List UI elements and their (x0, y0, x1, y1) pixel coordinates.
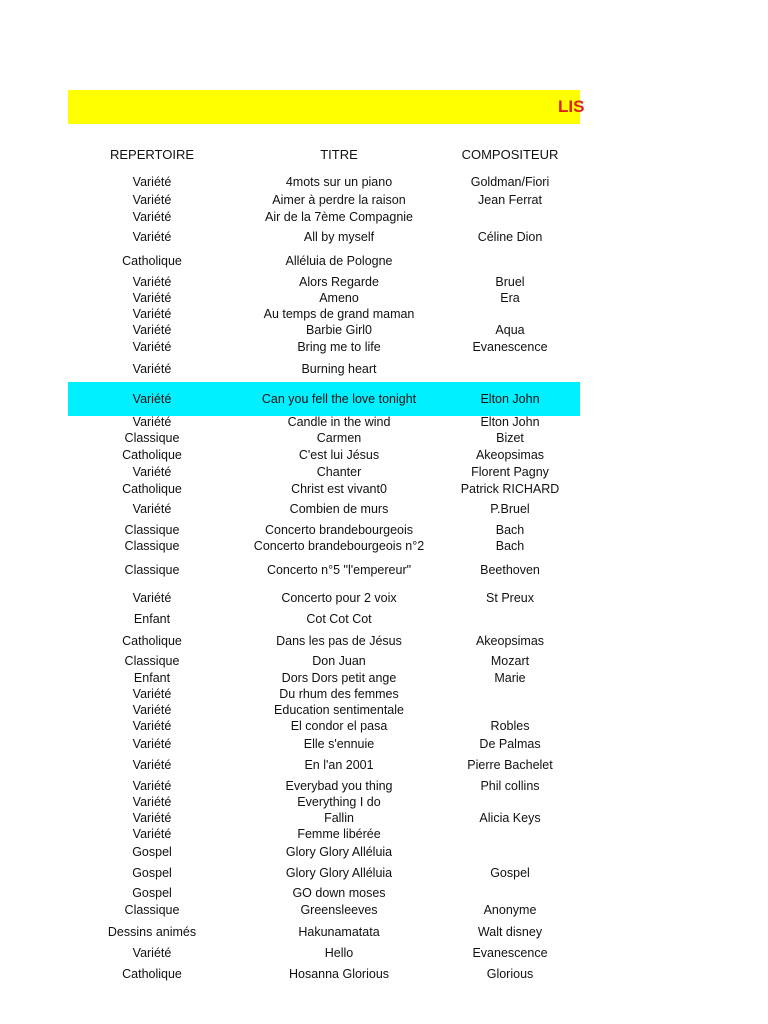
table-row (0, 902, 768, 918)
cell-repertoire: Classique (124, 563, 180, 577)
cell-titre: Education sentimentale (274, 703, 404, 717)
table-row (0, 229, 768, 245)
table-row (0, 430, 768, 446)
cell-titre: 4mots sur un piano (285, 175, 393, 189)
cell-titre: Glory Glory Alléluia (285, 866, 393, 880)
cell-titre: Christ est vivant0 (291, 482, 387, 496)
cell-compositeur: Akeopsimas (475, 634, 545, 648)
cell-titre: All by myself (303, 230, 375, 244)
table-row (0, 274, 768, 290)
table-row (0, 966, 768, 982)
cell-titre: Greensleeves (300, 903, 378, 917)
cell-repertoire: Enfant (133, 612, 171, 626)
cell-compositeur: Goldman/Fiori (470, 175, 550, 189)
cell-compositeur: Aqua (495, 323, 525, 337)
table-row (0, 253, 768, 269)
cell-repertoire: Variété (132, 210, 172, 224)
cell-titre: Can you fell the love tonight (261, 392, 417, 406)
table-row (0, 290, 768, 306)
cell-titre: Femme libérée (297, 827, 381, 841)
table-row (0, 361, 768, 377)
cell-titre: Aimer à perdre la raison (272, 193, 406, 207)
cell-compositeur: Akeopsimas (475, 448, 545, 462)
table-row (0, 844, 768, 860)
cell-repertoire: Gospel (132, 845, 172, 859)
table-row (0, 590, 768, 606)
cell-repertoire: Catholique (122, 634, 182, 648)
table-row (0, 339, 768, 355)
table-row (0, 538, 768, 554)
table-row (0, 826, 768, 842)
cell-compositeur: Bach (495, 523, 525, 537)
cell-titre: Glory Glory Alléluia (285, 845, 393, 859)
table-row (0, 611, 768, 627)
table-row (0, 209, 768, 225)
cell-compositeur: Mozart (490, 654, 530, 668)
cell-repertoire: Variété (132, 811, 172, 825)
cell-compositeur: Patrick RICHARD (460, 482, 560, 496)
cell-titre: Du rhum des femmes (279, 687, 399, 701)
cell-compositeur: Glorious (486, 967, 534, 981)
cell-compositeur: Alicia Keys (479, 811, 541, 825)
cell-repertoire: Dessins animés (107, 925, 197, 939)
cell-compositeur: Bach (495, 539, 525, 553)
table-row (0, 670, 768, 686)
cell-repertoire: Catholique (122, 254, 182, 268)
table-row (0, 924, 768, 940)
cell-compositeur: Céline Dion (477, 230, 543, 244)
cell-repertoire: Catholique (122, 967, 182, 981)
cell-repertoire: Variété (132, 362, 172, 376)
cell-titre: Dans les pas de Jésus (276, 634, 402, 648)
cell-repertoire: Classique (124, 523, 180, 537)
table-row (0, 702, 768, 718)
cell-titre: Hello (324, 946, 354, 960)
cell-repertoire: Variété (132, 323, 172, 337)
column-header-repertoire: REPERTOIRE (109, 147, 195, 162)
cell-repertoire: Enfant (133, 671, 171, 685)
table-row (0, 865, 768, 881)
table-row (0, 810, 768, 826)
cell-repertoire: Variété (132, 415, 172, 429)
cell-repertoire: Variété (132, 465, 172, 479)
cell-compositeur: Gospel (490, 866, 530, 880)
cell-compositeur: Florent Pagny (471, 465, 549, 479)
cell-repertoire: Catholique (122, 448, 182, 462)
cell-compositeur: Elton John (480, 392, 540, 406)
cell-compositeur: Evanescence (472, 340, 548, 354)
table-row (0, 885, 768, 901)
cell-titre: Dors Dors petit ange (281, 671, 397, 685)
cell-titre: El condor el pasa (290, 719, 388, 733)
cell-compositeur: Elton John (480, 415, 540, 429)
cell-repertoire: Variété (132, 687, 172, 701)
cell-repertoire: Classique (124, 539, 180, 553)
cell-titre: Chanter (316, 465, 362, 479)
cell-repertoire: Variété (132, 230, 172, 244)
cell-titre: Bring me to life (297, 340, 381, 354)
cell-repertoire: Variété (132, 703, 172, 717)
cell-repertoire: Variété (132, 307, 172, 321)
table-row (0, 522, 768, 538)
table-row (0, 501, 768, 517)
table-row (0, 322, 768, 338)
cell-compositeur: P.Bruel (490, 502, 530, 516)
cell-repertoire: Gospel (132, 886, 172, 900)
cell-titre: Concerto n°5 "l'empereur" (266, 563, 412, 577)
table-row (0, 945, 768, 961)
cell-repertoire: Variété (132, 392, 172, 406)
cell-titre: Don Juan (312, 654, 366, 668)
cell-repertoire: Variété (132, 175, 172, 189)
table-row (0, 653, 768, 669)
cell-titre: Elle s'ennuie (303, 737, 375, 751)
cell-titre: Alléluia de Pologne (285, 254, 393, 268)
cell-compositeur: Walt disney (477, 925, 543, 939)
cell-compositeur: Bizet (496, 431, 524, 445)
cell-repertoire: Variété (132, 275, 172, 289)
cell-repertoire: Catholique (122, 482, 182, 496)
table-row (0, 391, 768, 407)
cell-repertoire: Gospel (132, 866, 172, 880)
table-row (0, 306, 768, 322)
cell-repertoire: Variété (132, 827, 172, 841)
table-row (0, 736, 768, 752)
cell-titre: Ameno (319, 291, 359, 305)
table-row (0, 562, 768, 578)
table-row (0, 794, 768, 810)
cell-compositeur: Bruel (495, 275, 525, 289)
cell-titre: Concerto brandebourgeois n°2 (253, 539, 425, 553)
cell-titre: Alors Regarde (299, 275, 379, 289)
cell-titre: Au temps de grand maman (263, 307, 415, 321)
cell-titre: Everything I do (297, 795, 381, 809)
cell-titre: Combien de murs (289, 502, 389, 516)
cell-compositeur: Beethoven (480, 563, 540, 577)
cell-repertoire: Variété (132, 291, 172, 305)
cell-repertoire: Variété (132, 737, 172, 751)
cell-titre: Fallin (324, 811, 354, 825)
table-row (0, 718, 768, 734)
cell-compositeur: Anonyme (483, 903, 537, 917)
sheet-title: LIS (558, 97, 585, 116)
cell-compositeur: De Palmas (479, 737, 541, 751)
table-row (0, 778, 768, 794)
cell-compositeur: Marie (494, 671, 526, 685)
cell-repertoire: Variété (132, 340, 172, 354)
cell-repertoire: Variété (132, 591, 172, 605)
cell-compositeur: Pierre Bachelet (467, 758, 553, 772)
table-row (0, 447, 768, 463)
cell-compositeur: Era (500, 291, 520, 305)
table-row (0, 757, 768, 773)
cell-titre: Air de la 7ème Compagnie (265, 210, 413, 224)
cell-repertoire: Variété (132, 795, 172, 809)
table-row (0, 174, 768, 190)
cell-titre: Everybad you thing (285, 779, 393, 793)
cell-titre: Concerto brandebourgeois (264, 523, 414, 537)
cell-repertoire: Variété (132, 193, 172, 207)
cell-repertoire: Variété (132, 946, 172, 960)
table-row (0, 633, 768, 649)
column-header-titre: TITRE (320, 147, 358, 162)
cell-titre: Candle in the wind (287, 415, 391, 429)
cell-repertoire: Variété (132, 779, 172, 793)
cell-titre: Barbie Girl0 (306, 323, 372, 337)
cell-repertoire: Classique (124, 654, 180, 668)
cell-compositeur: Jean Ferrat (478, 193, 542, 207)
cell-compositeur: Phil collins (480, 779, 540, 793)
cell-titre: C'est lui Jésus (298, 448, 380, 462)
cell-titre: Hosanna Glorious (288, 967, 390, 981)
table-row (0, 464, 768, 480)
cell-repertoire: Classique (124, 431, 180, 445)
cell-titre: Concerto pour 2 voix (281, 591, 397, 605)
cell-compositeur: Robles (490, 719, 530, 733)
cell-titre: Burning heart (301, 362, 377, 376)
cell-repertoire: Classique (124, 903, 180, 917)
cell-compositeur: Evanescence (472, 946, 548, 960)
table-row (0, 414, 768, 430)
cell-titre: En l'an 2001 (304, 758, 374, 772)
cell-repertoire: Variété (132, 502, 172, 516)
cell-titre: Carmen (316, 431, 362, 445)
cell-titre: GO down moses (292, 886, 386, 900)
table-row (0, 192, 768, 208)
column-header-compositeur: COMPOSITEUR (461, 147, 559, 162)
cell-compositeur: St Preux (486, 591, 534, 605)
cell-titre: Hakunamatata (298, 925, 380, 939)
cell-repertoire: Variété (132, 758, 172, 772)
cell-titre: Cot Cot Cot (306, 612, 372, 626)
cell-repertoire: Variété (132, 719, 172, 733)
table-row (0, 686, 768, 702)
table-row (0, 481, 768, 497)
